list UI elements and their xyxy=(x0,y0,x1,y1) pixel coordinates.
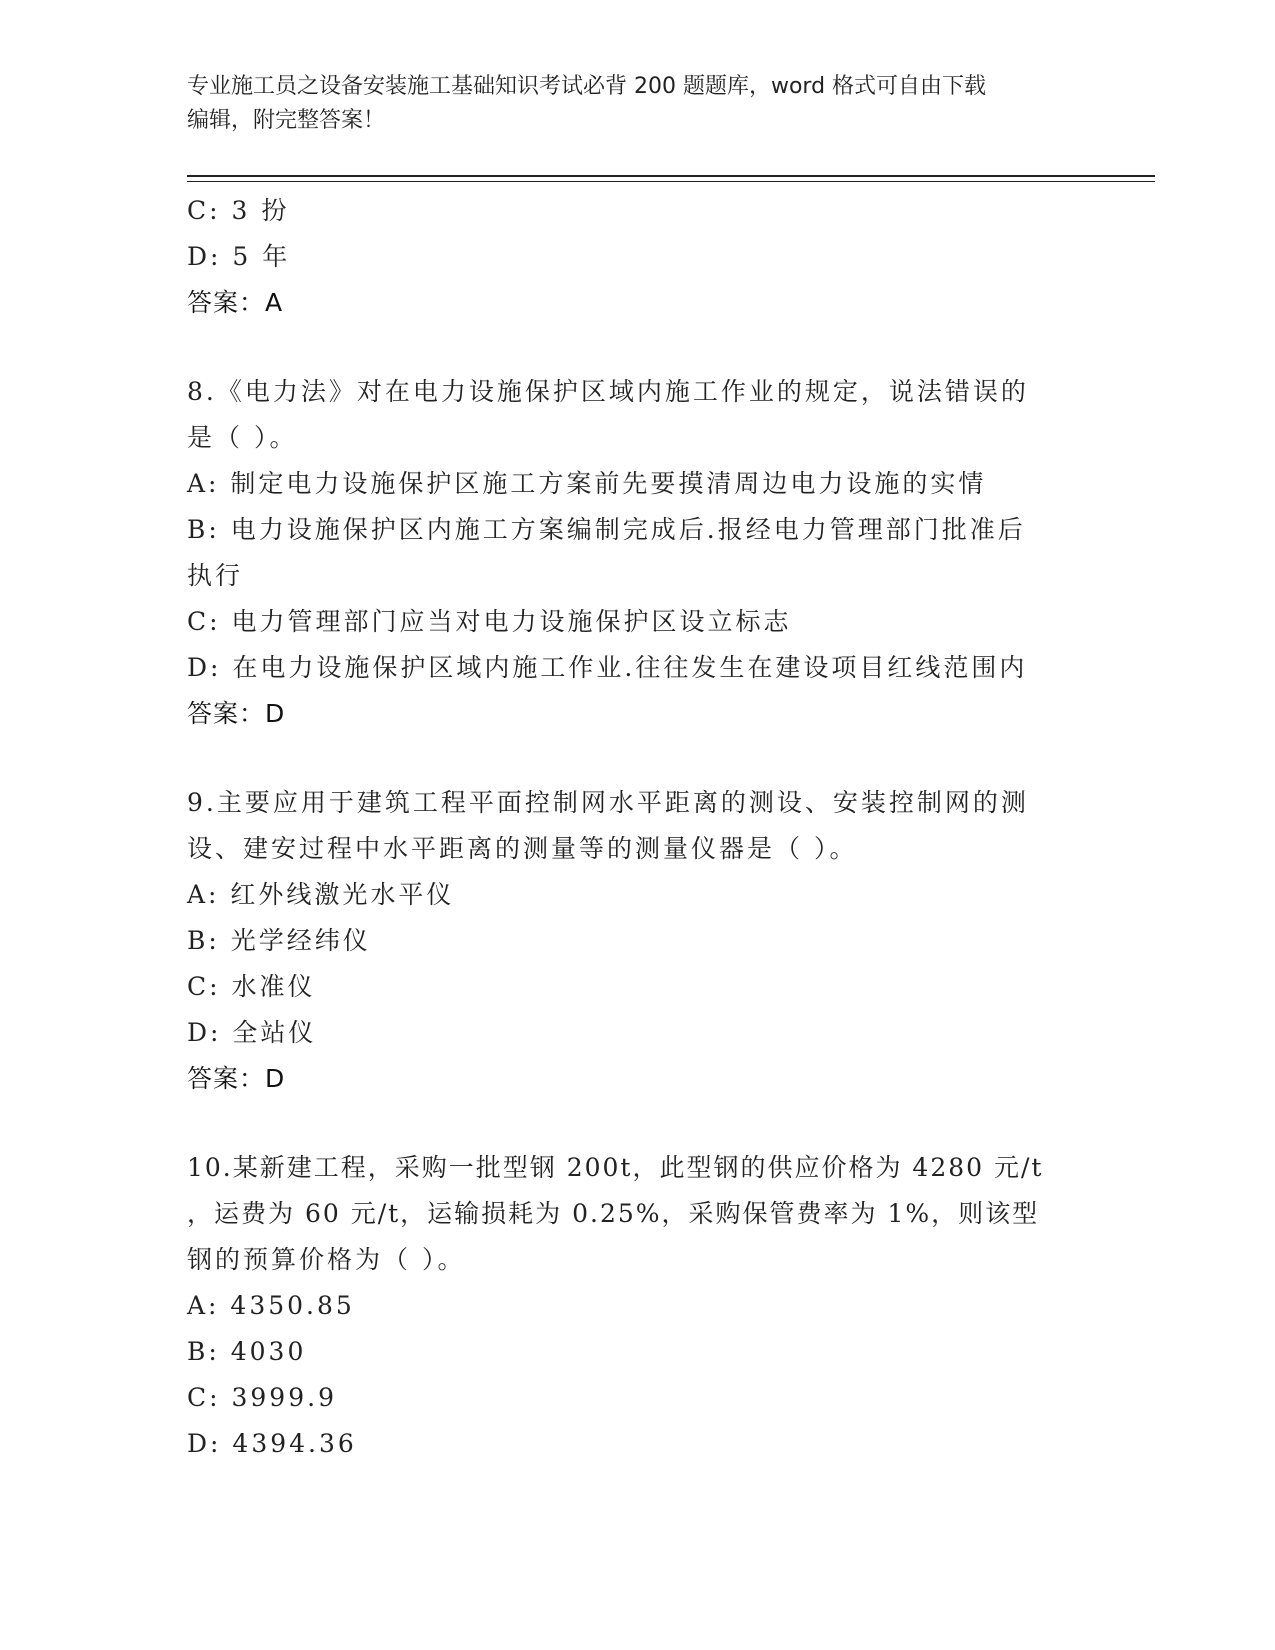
question-stem-line: 钢的预算价格为（ ）。 xyxy=(187,1245,466,1274)
question-stem-line: ，运费为 60 元/t，运输损耗为 0.25%，采购保管费率为 1%，则该型 xyxy=(187,1199,1040,1228)
option-b: B: 光学经纬仪 xyxy=(187,926,371,955)
answer-line: 答案：A xyxy=(187,288,284,317)
option-a: A: 红外线激光水平仪 xyxy=(187,880,455,909)
option-b-continued: 执行 xyxy=(187,561,244,590)
option-d: D: 在电力设施保护区域内施工作业.往往发生在建设项目红线范围内 xyxy=(187,653,1028,682)
option-c: C: 水准仪 xyxy=(187,972,316,1001)
option-c: C: 电力管理部门应当对电力设施保护区设立标志 xyxy=(187,607,792,636)
answer-line: 答案：D xyxy=(187,699,286,728)
option-c: C: 3 扮 xyxy=(187,196,290,225)
option-d: D: 全站仪 xyxy=(187,1018,317,1047)
option-d: D: 5 年 xyxy=(187,242,291,271)
header-divider-thick xyxy=(187,175,1155,177)
header-divider-thin xyxy=(187,181,1155,182)
question-stem-line: 是（ ）。 xyxy=(187,423,298,452)
question-9 xyxy=(187,780,1067,1102)
question-stem-line: 设、建安过程中水平距离的测量等的测量仪器是（ ）。 xyxy=(187,834,858,863)
question-stem-line: 9.主要应用于建筑工程平面控制网水平距离的测设、安装控制网的测 xyxy=(187,788,1029,817)
header-line-1: 专业施工员之设备安装施工基础知识考试必背 200 题题库，word 格式可自由下载 xyxy=(187,74,987,99)
option-c: C: 3999.9 xyxy=(187,1383,337,1412)
question-10 xyxy=(187,1145,1067,1467)
question-7-tail xyxy=(187,188,1067,326)
option-a: A: 4350.85 xyxy=(187,1291,355,1320)
header-line-2: 编辑，附完整答案！ xyxy=(187,108,386,133)
document-header xyxy=(187,70,1087,138)
question-8 xyxy=(187,369,1067,737)
option-a: A: 制定电力设施保护区施工方案前先要摸清周边电力设施的实情 xyxy=(187,469,987,498)
option-b: B: 电力设施保护区内施工方案编制完成后.报经电力管理部门批准后 xyxy=(187,515,1026,544)
answer-line: 答案：D xyxy=(187,1064,286,1093)
option-d: D: 4394.36 xyxy=(187,1429,357,1458)
option-b: B: 4030 xyxy=(187,1337,307,1366)
question-content xyxy=(187,188,1067,1467)
question-stem-line: 8.《电力法》对在电力设施保护区域内施工作业的规定，说法错误的 xyxy=(187,377,1029,406)
question-stem-line: 10.某新建工程，采购一批型钢 200t，此型钢的供应价格为 4280 元/t xyxy=(187,1153,1044,1182)
